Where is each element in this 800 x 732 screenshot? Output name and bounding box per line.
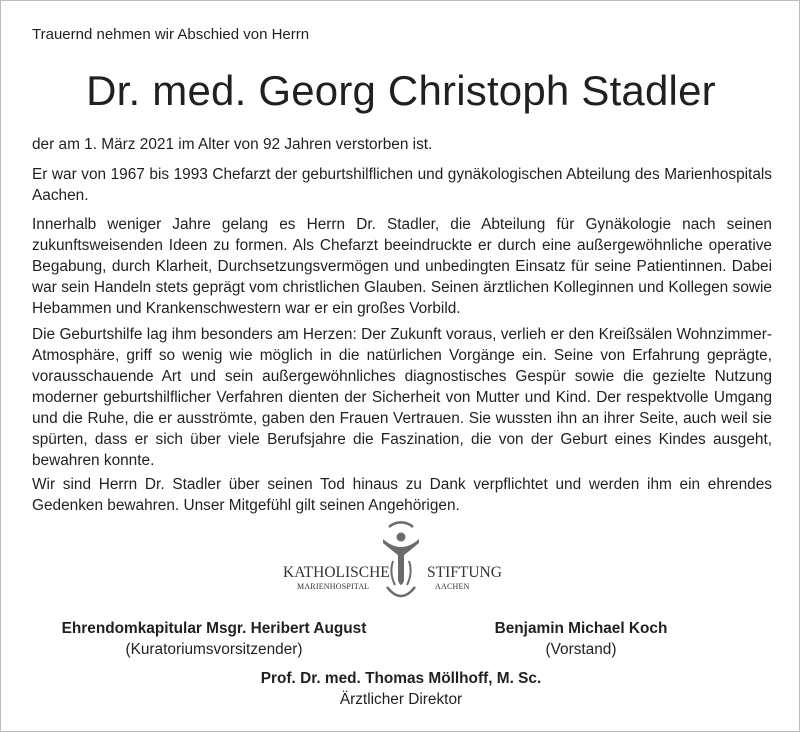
signatory-name: Ehrendomkapitular Msgr. Heribert August (61, 620, 367, 637)
paragraph-obstetrics: Die Geburtshilfe lag ihm besonders am Herzen: Der Zukunft voraus, verlieh er den Kreißsälen Wohnzimmer-Atmosphäre, griff so wenig wie möglich in die natürlichen Vorgänge ein. Seine von Erfahrung geprägte, vorausschauende Art und sein außergewöhnliches diagnostisches Gespür sowie die gezielte Nutzung moderner geburtshilflicher Verfahren dienten der Sicherheit von Mutter und Kind. Der respektvolle Umgang und die Ruhe, die er ausströmte, gaben den Frauen Vertrauen. Sie wussten ihn an ihrer Seite, auch weil sie spürten, dass er sich über viele Berufsjahre die Faszination, die von der Geburt eines Kindes ausgeht, bewahren konnte. (32, 326, 772, 469)
logo-title-right: STIFTUNG (427, 564, 502, 581)
signatory-board (471, 618, 691, 660)
signatory-medical-director (201, 668, 601, 710)
paragraph-career: Er war von 1967 bis 1993 Chefarzt der geburtshilflichen und gynäkologischen Abteilung des Marienhospitals Aachen. (32, 166, 772, 204)
signatory-name: Benjamin Michael Koch (494, 620, 668, 637)
paragraph-death-date: der am 1. März 2021 im Alter von 92 Jahren verstorben ist. (32, 136, 433, 153)
paragraph-gratitude: Wir sind Herrn Dr. Stadler über seinen Tod hinaus zu Dank verpflichtet und werden ihm ein ehrendes Gedenken bewahren. Unser Mitgefühl gilt seinen Angehörigen. (32, 476, 772, 514)
signatory-role: (Vorstand) (545, 641, 617, 658)
intro-line: Trauernd nehmen wir Abschied von Herrn (32, 26, 310, 43)
foundation-logo (281, 521, 521, 607)
signatory-role: (Kuratoriumsvorsitzender) (125, 641, 303, 658)
logo-title-left: KATHOLISCHE (283, 564, 390, 581)
signatory-name: Prof. Dr. med. Thomas Möllhoff, M. Sc. (260, 670, 542, 687)
logo-subtitle-left: MARIENHOSPITAL (297, 582, 370, 591)
signatory-role: Ärztlicher Direktor (339, 691, 463, 708)
paragraph-achievements: Innerhalb weniger Jahre gelang es Herrn Dr. Stadler, die Abteilung für Gynäkologie nach seinen zukunftsweisenden Ideen zu formen. Als Chefarzt beeindruckte er durch eine außergewöhnliche operative Begabung, durch Klarheit, Durchsetzungsvermögen und unbedingten Einsatz für seine Patientinnen. Dabei war sein Handeln stets geprägt vom christlichen Glauben. Seinen ärztlichen Kolleginnen und Kollegen sowie Hebammen und Krankenschwestern war er ein großes Vorbild. (32, 216, 772, 317)
signatory-chairman (39, 618, 389, 660)
deceased-name: Dr. med. Georg Christoph Stadler (86, 67, 716, 114)
logo-subtitle-right: AACHEN (435, 582, 470, 591)
